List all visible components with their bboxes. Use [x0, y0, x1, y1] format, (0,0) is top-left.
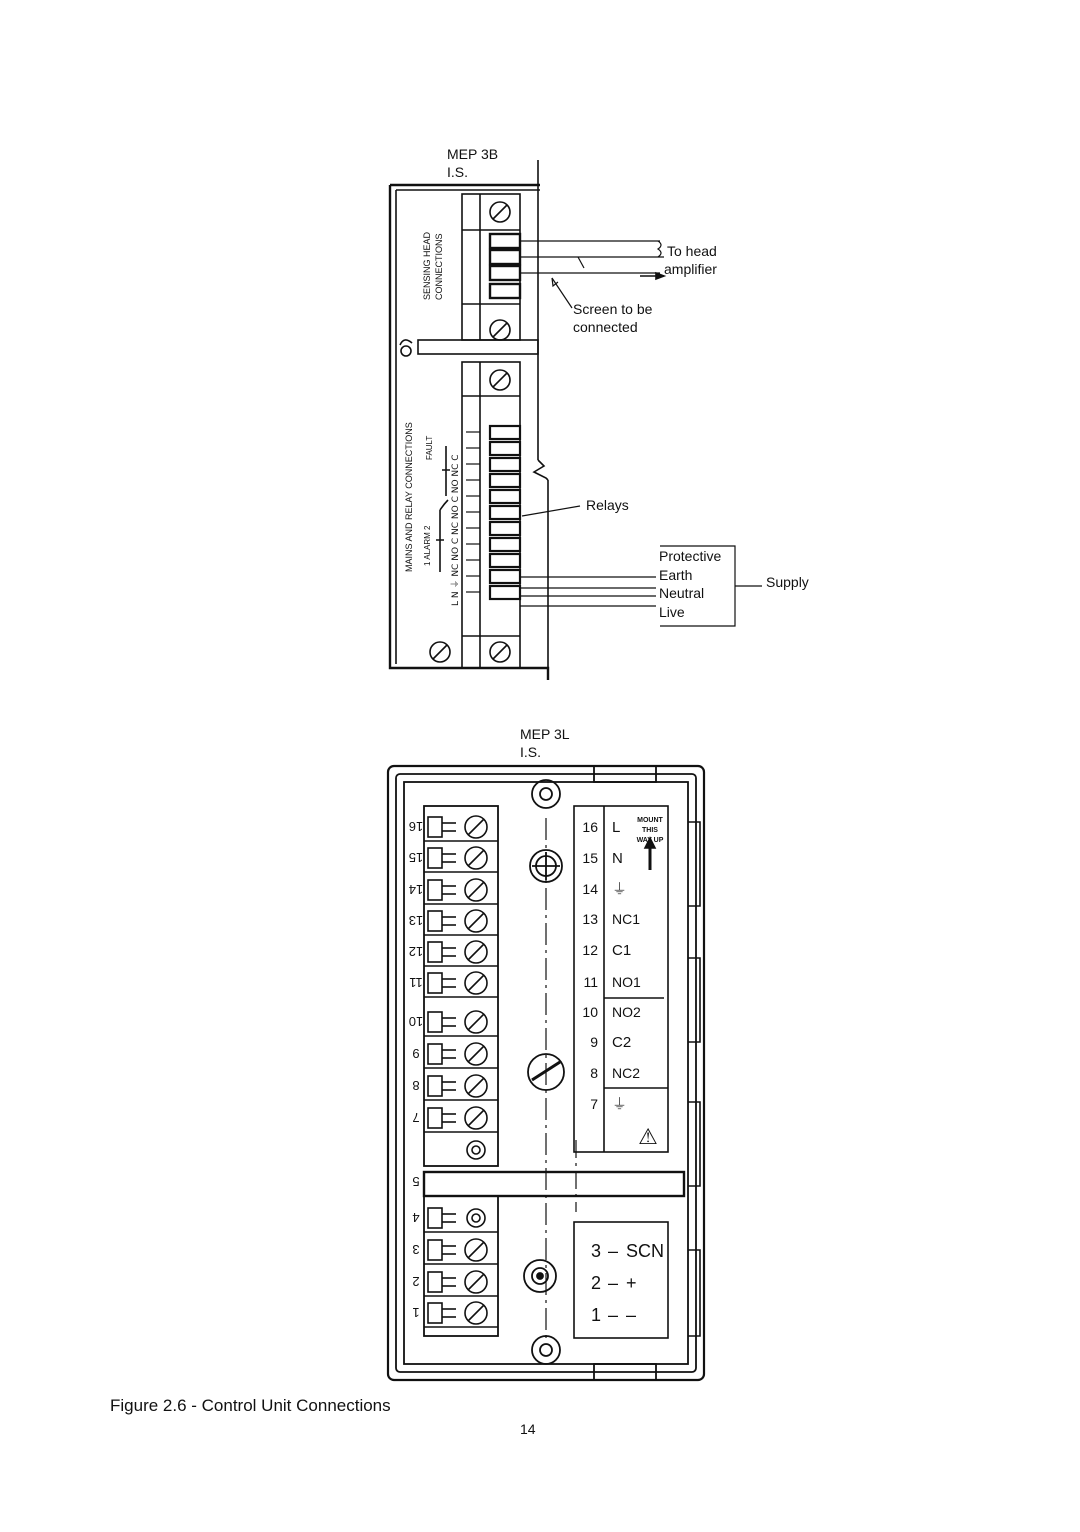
terminal-7	[424, 1107, 498, 1132]
panel-number-8: 8	[590, 1065, 598, 1081]
panel-number-12: 12	[582, 942, 598, 958]
panel-label-8: NC2	[612, 1065, 641, 1081]
terminal-13	[424, 910, 498, 935]
head-label-2: +	[626, 1273, 637, 1293]
screen-label: Screen to be	[573, 301, 653, 317]
terminal-number-13: 13	[408, 913, 424, 928]
panel-number-7: 7	[590, 1096, 598, 1112]
terminal-number-16: 16	[408, 819, 424, 834]
terminal-number-12: 12	[408, 944, 424, 959]
neutral-label: Neutral	[659, 585, 705, 601]
mount-note	[637, 817, 664, 844]
terminal-10	[424, 1011, 498, 1036]
terminal-6-clamp	[467, 1141, 485, 1159]
head-label-1: –	[626, 1305, 637, 1325]
panel-label-11: NO1	[612, 974, 641, 990]
panel-number-10: 10	[582, 1004, 598, 1020]
panel-number-11: 11	[583, 974, 598, 990]
panel-label-15: N	[612, 850, 623, 867]
sensing-connections-label: CONNECTIONS	[434, 233, 444, 300]
figure-caption: Figure 2.6 - Control Unit Connections	[110, 1396, 391, 1415]
terminal-1	[424, 1302, 498, 1327]
terminal-number-10: 10	[408, 1014, 424, 1029]
head-number-1: 1	[590, 1305, 602, 1325]
head-number-2: 2	[590, 1273, 602, 1293]
head-connection-text	[591, 1241, 664, 1325]
terminal-2	[424, 1271, 498, 1296]
terminal-4	[424, 1208, 498, 1232]
terminal-11	[424, 972, 498, 997]
panel-label-14: ⏚	[612, 881, 628, 898]
mep-3b-unit	[390, 160, 762, 680]
mep-3l-subtitle: I.S.	[520, 744, 542, 760]
head-dash-3: –	[608, 1241, 619, 1261]
terminal-number-4: 4	[412, 1210, 420, 1225]
terminal-number-1: 1	[412, 1305, 420, 1320]
panel-number-13: 13	[582, 911, 598, 927]
sensing-head-label: SENSING HEAD	[422, 231, 432, 300]
panel-number-14: 14	[582, 881, 598, 897]
mount-note-line-2: THIS	[642, 827, 658, 834]
panel-label-12: C1	[612, 942, 632, 959]
panel-label-7: ⏚	[612, 1096, 628, 1113]
panel-label-13: NC1	[612, 911, 641, 927]
terminal-number-3: 3	[412, 1242, 420, 1257]
terminal-number-7: 7	[412, 1110, 420, 1125]
head-number-3: 3	[590, 1241, 602, 1261]
terminal-number-11: 11	[409, 975, 423, 990]
mains-relay-label: MAINS AND RELAY CONNECTIONS	[404, 422, 414, 572]
terminal-number-15: 15	[408, 850, 424, 865]
panel-label-10: NO2	[612, 1004, 641, 1020]
earth-label: Earth	[659, 567, 693, 583]
panel-number-16: 16	[582, 819, 598, 835]
terminal-number-2: 2	[412, 1274, 420, 1289]
warning-icon: ⚠	[638, 1124, 658, 1149]
supply-label: Supply	[766, 574, 809, 590]
amplifier-label: amplifier	[664, 261, 717, 277]
terminal-12	[424, 941, 498, 966]
head-label-3: SCN	[626, 1241, 665, 1261]
terminal-16	[424, 816, 498, 841]
fault-group-label: FAULT	[425, 435, 434, 460]
panel-number-15: 15	[582, 850, 598, 866]
mep-3l-title: MEP 3L	[520, 726, 570, 742]
terminal-label-text	[582, 819, 641, 1113]
protective-label: Protective	[659, 548, 722, 564]
head-dash-2: –	[608, 1273, 619, 1293]
terminal-3	[424, 1239, 498, 1264]
page-number: 14	[520, 1421, 536, 1437]
relays-label: Relays	[586, 497, 629, 513]
panel-label-16: L	[612, 819, 621, 836]
live-label: Live	[659, 604, 685, 620]
terminal-number-5: 5	[412, 1174, 420, 1189]
connected-label: connected	[573, 319, 638, 335]
terminal-letters-label: L N ⏚ NC NO C NC NO C NO NC C	[451, 454, 461, 606]
alarm-group-label: 1 ALARM 2	[423, 525, 432, 566]
to-head-label: To head	[667, 243, 717, 259]
mount-note-line-3: WAY UP	[636, 837, 664, 844]
panel-number-9: 9	[590, 1034, 598, 1050]
terminal-15	[424, 847, 498, 872]
terminal-number-8: 8	[412, 1078, 420, 1093]
head-dash-1: –	[608, 1305, 619, 1325]
panel-label-9: C2	[612, 1034, 632, 1051]
mount-note-line-1: MOUNT	[637, 817, 663, 824]
left-terminal-strip	[409, 816, 498, 1327]
terminal-number-9: 9	[412, 1046, 420, 1061]
mep-3b-title: MEP 3B	[447, 146, 499, 162]
mep-3l-unit	[388, 766, 704, 1380]
terminal-9	[424, 1043, 498, 1068]
terminal-14	[424, 879, 498, 904]
mep-3b-subtitle: I.S.	[447, 164, 469, 180]
terminal-8	[424, 1075, 498, 1100]
terminal-number-14: 14	[408, 882, 424, 897]
